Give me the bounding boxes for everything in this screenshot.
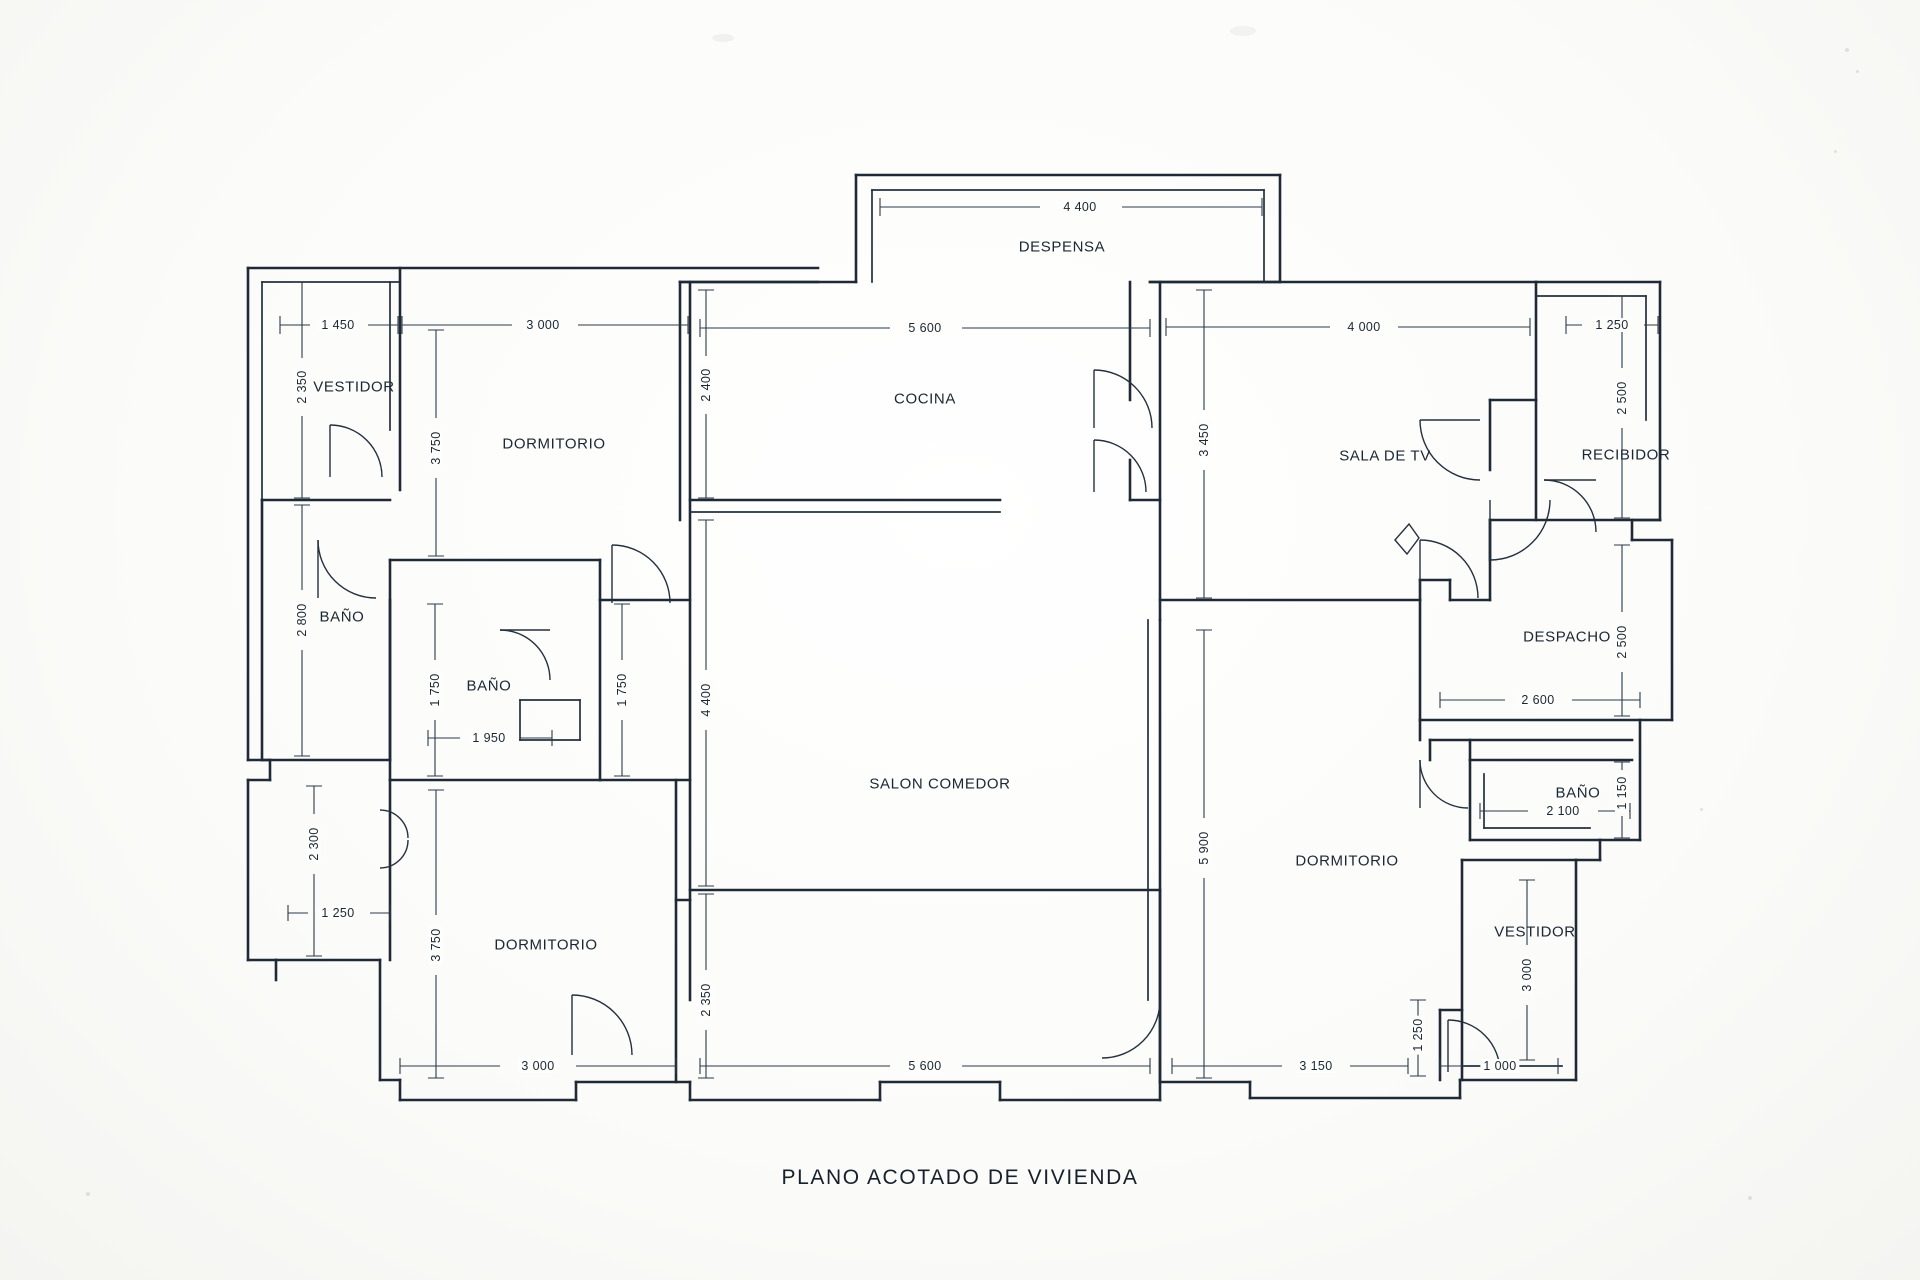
dimension-label-vestidor-depth: 2 350	[295, 367, 309, 406]
dimension-label-salon-depth: 4 400	[699, 680, 713, 719]
room-label-bano-1: BAÑO	[319, 608, 365, 626]
dimension-label-dormitorio1-depth: 3 750	[429, 428, 443, 467]
room-label-bano-3: BAÑO	[1555, 784, 1601, 802]
dimension-label-dormitorio3-step: 1 250	[1411, 1015, 1425, 1054]
dimension-label-cocina-width: 5 600	[905, 321, 944, 335]
room-label-bano-2: BAÑO	[466, 677, 512, 695]
dimension-label-dormitorio2-width: 3 000	[518, 1059, 557, 1073]
dimension-label-vestidor2-depth: 3 000	[1520, 955, 1534, 994]
dimension-label-vestidor-width: 1 450	[318, 318, 357, 332]
dimension-label-vestidor2-width: 1 000	[1480, 1059, 1519, 1073]
dimension-label-recibidor-depth: 2 500	[1615, 378, 1629, 417]
dimension-label-bano2-width: 1 950	[469, 731, 508, 745]
dimension-label-dormitorio2-depth: 3 750	[429, 925, 443, 964]
dimension-label-salon-width: 5 600	[905, 1059, 944, 1073]
room-label-dormitorio-3: DORMITORIO	[1295, 852, 1399, 870]
room-label-salon-comedor: SALON COMEDOR	[869, 775, 1011, 793]
dimension-label-despacho-depth: 2 500	[1615, 622, 1629, 661]
dimension-label-bano3-width: 2 100	[1543, 804, 1582, 818]
dimension-label-despacho-width: 2 600	[1518, 693, 1557, 707]
dimension-label-dormitorio1-width: 3 000	[523, 318, 562, 332]
dimension-label-bano1-depth: 2 800	[295, 600, 309, 639]
room-label-sala-de-tv: SALA DE TV	[1339, 447, 1431, 465]
dimension-label-salatv-width: 4 000	[1344, 320, 1383, 334]
room-label-cocina: COCINA	[894, 390, 956, 408]
dimension-label-despensa-width: 4 400	[1060, 200, 1099, 214]
dimension-label-bano1-depth-lower: 2 300	[307, 824, 321, 863]
drawing-title-caption: PLANO ACOTADO DE VIVIENDA	[781, 1166, 1139, 1189]
room-label-recibidor: RECIBIDOR	[1581, 446, 1671, 464]
dimension-label-dormitorio3-width: 3 150	[1296, 1059, 1335, 1073]
room-label-dormitorio-2: DORMITORIO	[494, 936, 598, 954]
room-label-despacho: DESPACHO	[1523, 628, 1611, 646]
dimension-label-salon-lower-depth: 2 350	[699, 980, 713, 1019]
dimension-label-cocina-depth: 2 400	[699, 365, 713, 404]
dimension-label-bano3-depth: 1 150	[1615, 773, 1629, 812]
room-label-dormitorio-1: DORMITORIO	[502, 435, 606, 453]
dimension-label-salon-total-depth: 5 900	[1197, 828, 1211, 867]
room-label-despensa: DESPENSA	[1018, 238, 1106, 256]
room-label-vestidor-1: VESTIDOR	[313, 378, 395, 396]
dimension-label-recibidor-width: 1 250	[1592, 318, 1631, 332]
room-label-vestidor-2: VESTIDOR	[1494, 923, 1576, 941]
dimension-label-salatv-depth: 3 450	[1197, 420, 1211, 459]
dimension-label-bano2-depth-left: 1 750	[428, 670, 442, 709]
dimension-label-bano1-width: 1 250	[318, 906, 357, 920]
dimension-label-bano2-depth-right: 1 750	[615, 670, 629, 709]
